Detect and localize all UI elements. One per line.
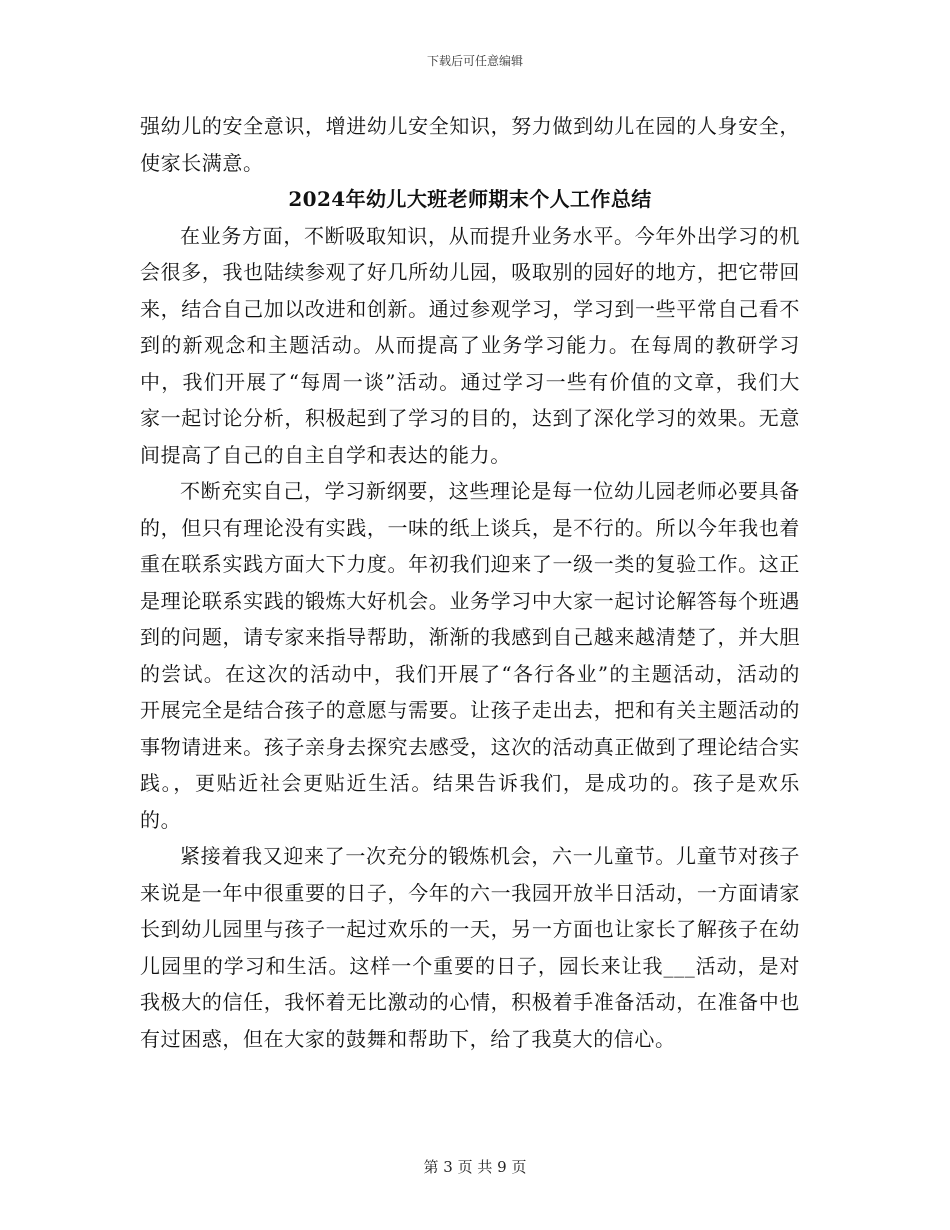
page-header: 下载后可任意编辑 xyxy=(426,54,523,68)
paragraph-2: 不断充实自己，学习新纲要，这些理论是每一位幼儿园老师必要具备的，但只有理论没有实践，一味的纸上谈兵，是不行的。所以今年我也着重在联系实践方面大下力度。年初我们迎来了一级一类的复验工作。这正是理论联系实践的锻炼大好机会。业务学习中大家一起讨论解答每个班遇到的问题，请专家来指导帮助，渐渐的我感到自己越来越清楚了，并大胆的尝试。在这次的活动中，我们开展了“各行各业”的主题活动，活动的开展完全是结合孩子的意愿与需要。让孩子走出去，把和有关主题活动的事物请进来。孩子亲身去探究去感受，这次的活动真正做到了理论结合实践。，更贴近社会更贴近生活。结果告诉我们，是成功的。孩子是欢乐的。 xyxy=(140,479,800,832)
paragraph-1: 在业务方面，不断吸取知识，从而提升业务水平。今年外出学习的机会很多，我也陆续参观了好几所幼儿园，吸取别的园好的地方，把它带回来，结合自己加以改进和创新。通过参观学习，学习到一些平常自己看不到的新观念和主题活动。从而提高了业务学习能力。在每周的教研学习中，我们开展了“每周一谈”活动。通过学习一些有价值的文章，我们大家一起讨论分析，积极起到了学习的目的，达到了深化学习的效果。无意间提高了自己的自主自学和表达的能力。 xyxy=(140,223,800,467)
intro-paragraph: 强幼儿的安全意识，增进幼儿安全知识，努力做到幼儿在园的人身安全，使家长满意。 xyxy=(140,114,800,175)
page-footer: 第 3 页 共 9 页 xyxy=(423,1158,527,1176)
paragraph-3: 紧接着我又迎来了一次充分的锻炼机会，六一儿童节。儿童节对孩子来说是一年中很重要的日子，今年的六一我园开放半日活动，一方面请家长到幼儿园里与孩子一起过欢乐的一天，另一方面也让家长了解孩子在幼儿园里的学习和生活。这样一个重要的日子，园长来让我___活动，是对我极大的信任，我怀着无比激动的心情，积极着手准备活动，在准备中也有过困惑，但在大家的鼓舞和帮助下，给了我莫大的信心。 xyxy=(140,844,800,1051)
document-body xyxy=(140,108,800,1057)
section-title: 2024年幼儿大班老师期末个人工作总结 xyxy=(288,187,652,211)
